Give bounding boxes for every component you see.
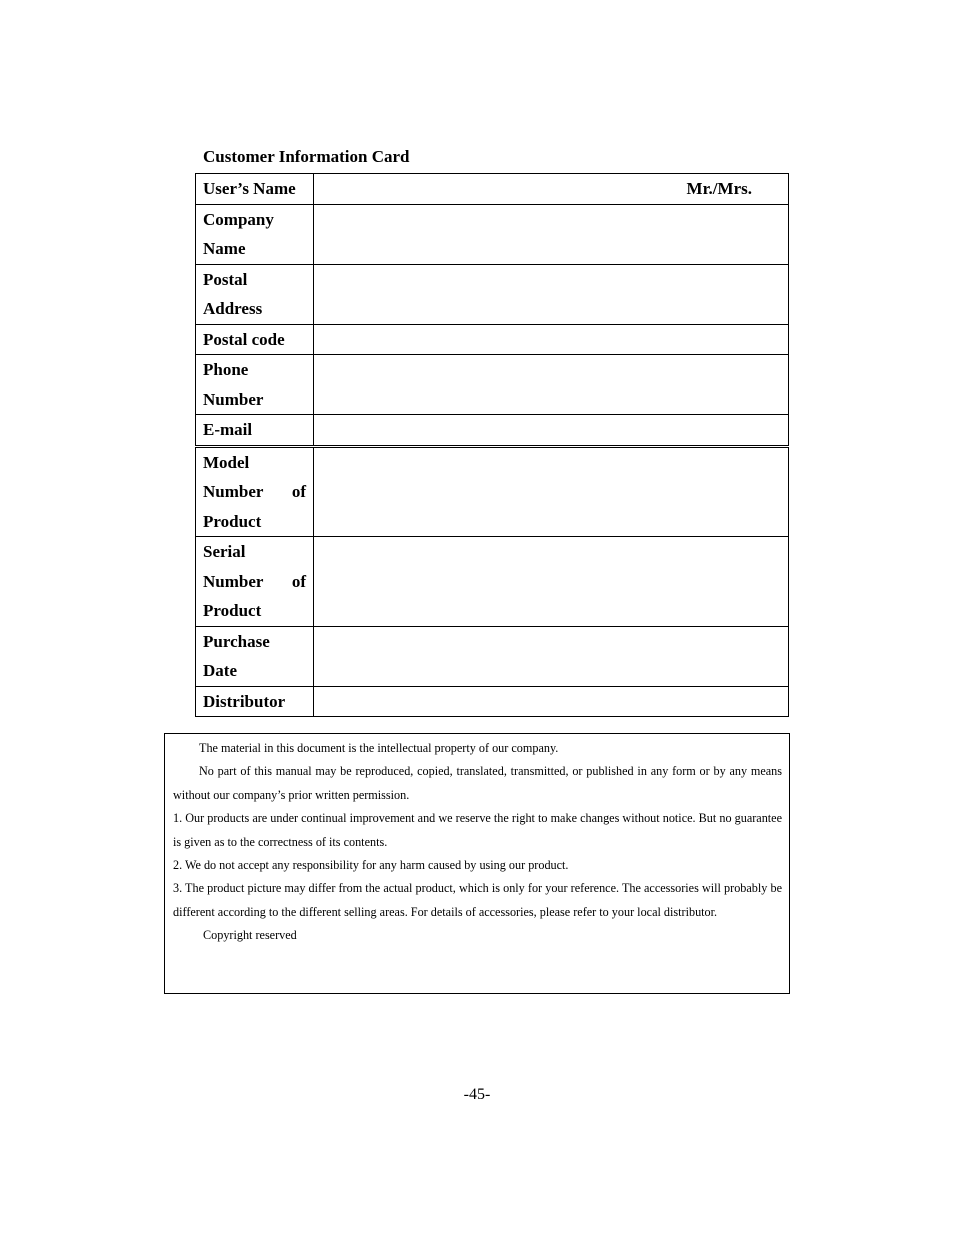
field-value [314, 626, 789, 686]
table-row [196, 415, 789, 447]
notice-paragraph: 2. We do not accept any responsibility for any harm caused by using our product. [173, 858, 569, 873]
field-label: Serial Number of Product [196, 537, 314, 627]
notice-paragraph: Copyright reserved [203, 928, 297, 943]
table-row [196, 626, 789, 686]
honorific-text: Mr./Mrs. [686, 179, 752, 198]
notice-paragraph: The material in this document is the intellectual property of our company. [199, 741, 559, 755]
field-value [314, 264, 789, 324]
field-label: E-mail [196, 415, 314, 447]
field-label: Distributor [196, 686, 314, 717]
notice-paragraph: No part of this manual may be reproduced, copied, translated, transmitted, or published in any form or by any means without our company’s prior written permission. [173, 764, 782, 802]
field-value [314, 446, 789, 537]
copyright-notice [164, 733, 790, 994]
field-label: User’s Name [196, 174, 314, 205]
notice-paragraph: 3. The product picture may differ from the actual product, which is only for your reference. The accessories will probably be different according to the different selling areas. For details of accessories, please refer to your local distributor. [173, 881, 782, 919]
customer-info-table [195, 173, 789, 717]
field-label: Postal code [196, 324, 314, 355]
page-number: -45- [463, 1086, 491, 1103]
field-value [314, 537, 789, 627]
table-row [196, 174, 789, 205]
table-row [196, 537, 789, 627]
field-value [314, 174, 789, 205]
card-title: Customer Information Card [203, 147, 410, 166]
table-row [196, 204, 789, 264]
field-value [314, 415, 789, 447]
field-label: Purchase Date [196, 626, 314, 686]
table-row [196, 355, 789, 415]
notice-paragraph: 1. Our products are under continual improvement and we reserve the right to make changes without notice. But no guarantee is given as to the correctness of its contents. [173, 811, 782, 849]
table-row [196, 686, 789, 717]
field-label: Company Name [196, 204, 314, 264]
field-value [314, 324, 789, 355]
table-row [196, 446, 789, 537]
table-row [196, 324, 789, 355]
field-value [314, 355, 789, 415]
table-row [196, 264, 789, 324]
field-value [314, 204, 789, 264]
field-label: Postal Address [196, 264, 314, 324]
field-label: Model Number of Product [196, 446, 314, 537]
field-value [314, 686, 789, 717]
field-label: Phone Number [196, 355, 314, 415]
